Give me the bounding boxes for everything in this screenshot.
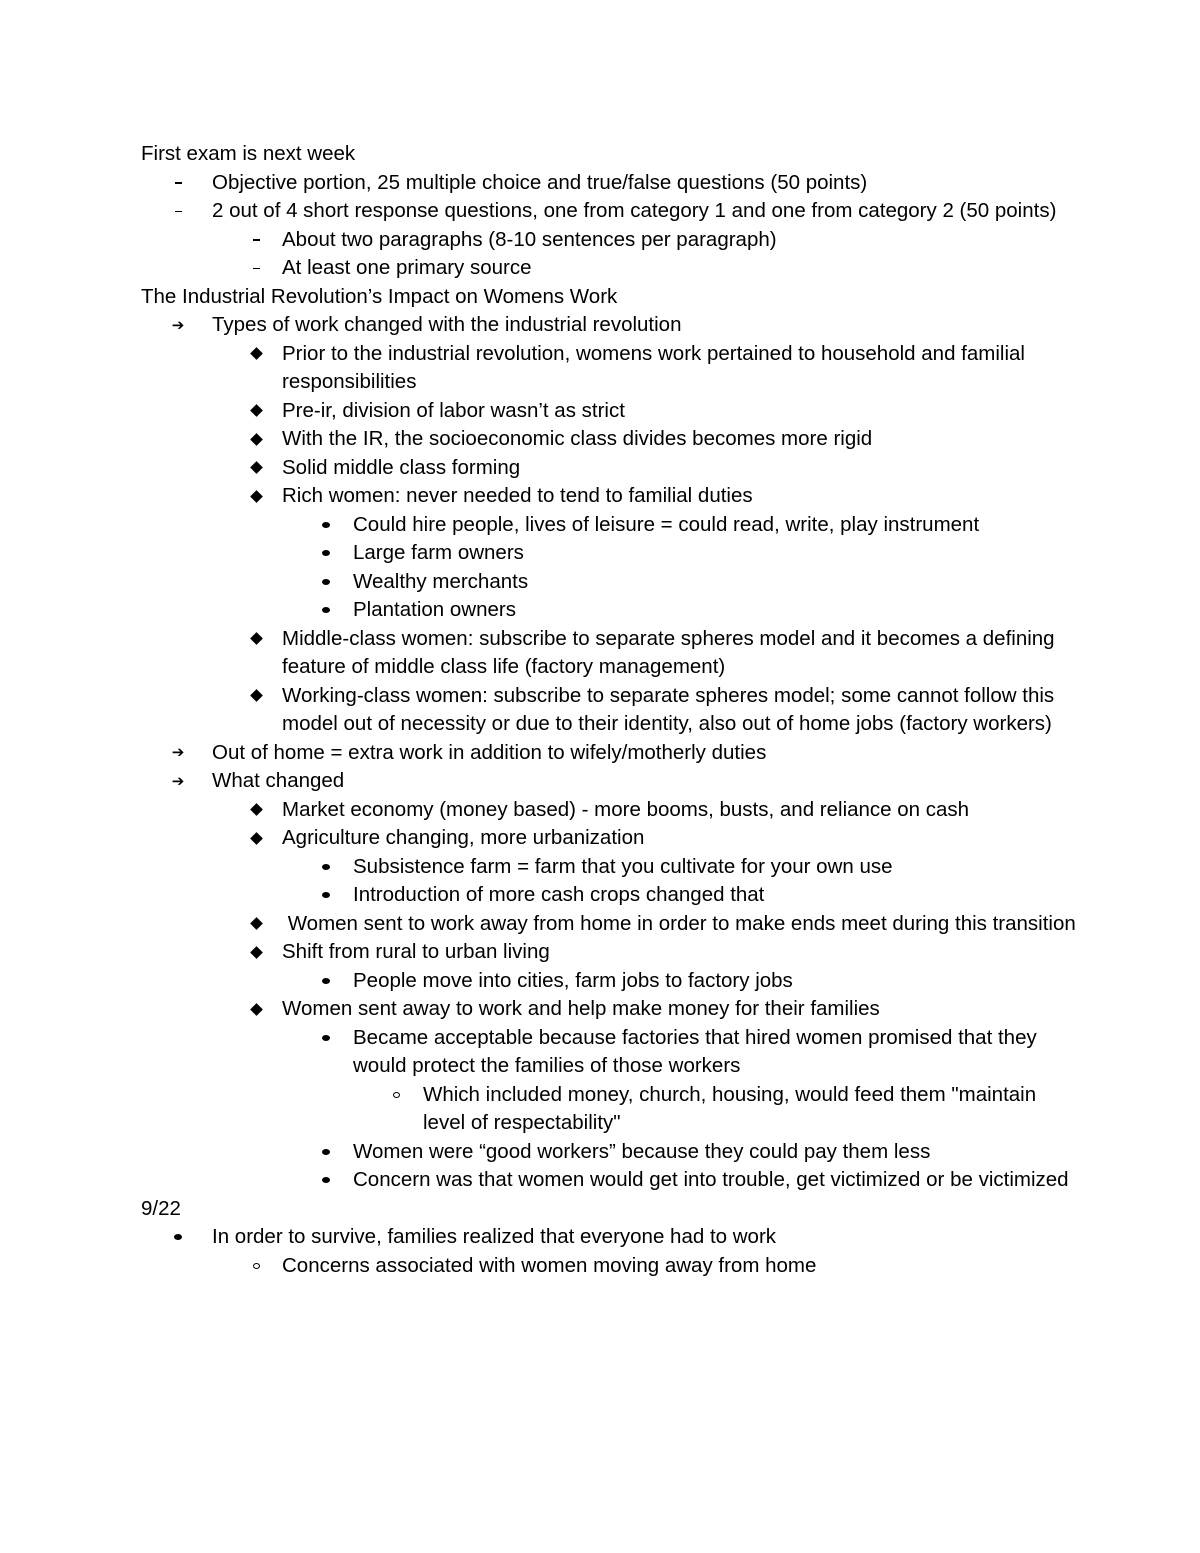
disc-bullet-icon xyxy=(314,853,338,882)
list-item xyxy=(141,340,1081,397)
disc-bullet-icon xyxy=(166,1223,190,1252)
list-item xyxy=(141,311,1081,340)
diamond-bullet-icon xyxy=(244,824,268,853)
list-item xyxy=(141,853,1081,882)
diamond-bullet-icon xyxy=(244,938,268,967)
list-item-text: Market economy (money based) - more booms, busts, and reliance on cash xyxy=(282,797,970,821)
list-item-text: Concerns associated with women moving away from home xyxy=(282,1253,817,1277)
disc-bullet-icon xyxy=(314,568,338,597)
list-item xyxy=(141,1081,1081,1138)
list-item-text: Working-class women: subscribe to separate spheres model; some cannot follow this model out of necessity or due to their identity, also out of home jobs (factory workers) xyxy=(282,683,1055,735)
disc-bullet-icon xyxy=(314,967,338,996)
list-item xyxy=(141,995,1081,1024)
list-item xyxy=(141,596,1081,625)
list-item-text: 2 out of 4 short response questions, one from category 1 and one from category 2 (50 points) xyxy=(212,199,1057,222)
list-item xyxy=(141,1138,1081,1167)
arrow-bullet-icon: ➔ xyxy=(171,315,185,334)
list-item-text: Could hire people, lives of leisure = could read, write, play instrument xyxy=(353,512,980,536)
list-item-text: At least one primary source xyxy=(282,256,532,279)
list-item xyxy=(141,397,1081,426)
list-item-text: Concern was that women would get into trouble, get victimized or be victimized xyxy=(353,1168,1069,1191)
list-item-text: People move into cities, farm jobs to factory jobs xyxy=(353,968,793,992)
arrow-bullet-icon: ➔ xyxy=(171,771,185,790)
list-item xyxy=(141,539,1081,568)
dash-bullet xyxy=(166,169,190,198)
list-item xyxy=(141,682,1081,739)
list-item xyxy=(141,967,1081,996)
list-item xyxy=(141,425,1081,454)
list-item-text: About two paragraphs (8-10 sentences per paragraph) xyxy=(282,227,777,251)
list-item-text: Pre-ir, division of labor wasn’t as strict xyxy=(282,398,625,422)
diamond-bullet-icon xyxy=(244,682,268,711)
diamond-bullet-icon xyxy=(244,397,268,426)
list-item xyxy=(141,568,1081,597)
exam-heading: First exam is next week xyxy=(141,142,356,165)
list-item-text: Middle-class women: subscribe to separate spheres model and it becomes a defining feature of middle class life (factory management) xyxy=(282,626,1055,678)
list-item xyxy=(141,910,1081,939)
diamond-bullet-icon xyxy=(244,482,268,511)
list-item-text: What changed xyxy=(212,769,345,792)
list-item xyxy=(141,226,1081,255)
diamond-bullet-icon xyxy=(244,340,268,369)
dash-bullet xyxy=(166,197,190,226)
list-item-text: Large farm owners xyxy=(353,541,524,564)
list-item-text: Agriculture changing, more urbanization xyxy=(282,826,645,849)
list-item xyxy=(141,482,1081,511)
list-item-text: Women sent to work away from home in order to make ends meet during this transition xyxy=(282,911,1076,935)
disc-bullet-icon xyxy=(314,881,338,910)
list-item-text: Prior to the industrial revolution, womens work pertained to household and familial responsibilities xyxy=(282,341,1025,393)
disc-bullet-icon xyxy=(314,1166,338,1195)
diamond-bullet-icon xyxy=(244,425,268,454)
list-item xyxy=(141,254,1081,283)
list-item-text: Solid middle class forming xyxy=(282,455,521,479)
list-item-text: Objective portion, 25 multiple choice and true/false questions (50 points) xyxy=(212,170,868,194)
list-item-text: With the IR, the socioeconomic class divides becomes more rigid xyxy=(282,427,873,450)
dash-bullet xyxy=(244,226,268,255)
list-item-text: Women sent away to work and help make money for their families xyxy=(282,997,880,1020)
list-item xyxy=(141,625,1081,682)
list-item-text: Subsistence farm = farm that you cultivate for your own use xyxy=(353,854,893,878)
list-item xyxy=(141,739,1081,768)
list-item xyxy=(141,511,1081,540)
list-item-text: In order to survive, families realized that everyone had to work xyxy=(212,1225,777,1248)
list-item xyxy=(141,881,1081,910)
dash-bullet xyxy=(244,254,268,283)
disc-bullet-icon xyxy=(314,539,338,568)
disc-bullet-icon xyxy=(314,1024,338,1053)
circle-bullet-icon xyxy=(244,1252,268,1281)
list-item-text: Became acceptable because factories that hired women promised that they would protect the families of those workers xyxy=(353,1025,1037,1077)
diamond-bullet-icon xyxy=(244,625,268,654)
list-item xyxy=(141,454,1081,483)
disc-bullet-icon xyxy=(314,1138,338,1167)
list-item xyxy=(141,197,1081,226)
diamond-bullet-icon xyxy=(244,454,268,483)
diamond-bullet-icon xyxy=(244,796,268,825)
diamond-bullet-icon xyxy=(244,910,268,939)
section-title: The Industrial Revolution’s Impact on Womens Work xyxy=(141,284,618,308)
circle-bullet-icon xyxy=(384,1081,408,1110)
list-item-text: Plantation owners xyxy=(353,598,516,621)
list-item xyxy=(141,938,1081,967)
list-item xyxy=(141,767,1081,796)
list-item-text: Out of home = extra work in addition to wifely/motherly duties xyxy=(212,740,767,764)
date-heading: 9/22 xyxy=(141,1196,181,1220)
list-item xyxy=(141,1223,1081,1252)
disc-bullet-icon xyxy=(314,511,338,540)
list-item-text: Introduction of more cash crops changed that xyxy=(353,883,765,906)
list-item xyxy=(141,1024,1081,1081)
list-item-text: Women were “good workers” because they could pay them less xyxy=(353,1139,931,1163)
list-item xyxy=(141,796,1081,825)
list-item-text: Which included money, church, housing, would feed them "maintain level of respectability" xyxy=(423,1082,1037,1134)
list-item-text: Rich women: never needed to tend to familial duties xyxy=(282,484,753,507)
list-item xyxy=(141,824,1081,853)
list-item-text: Wealthy merchants xyxy=(353,569,529,593)
list-item xyxy=(141,1252,1081,1281)
list-item xyxy=(141,169,1081,198)
diamond-bullet-icon xyxy=(244,995,268,1024)
list-item-text: Types of work changed with the industrial revolution xyxy=(212,313,682,336)
notes-document xyxy=(141,140,1081,1280)
disc-bullet-icon xyxy=(314,596,338,625)
list-item-text: Shift from rural to urban living xyxy=(282,940,550,963)
arrow-bullet-icon: ➔ xyxy=(171,743,185,762)
list-item xyxy=(141,1166,1081,1195)
